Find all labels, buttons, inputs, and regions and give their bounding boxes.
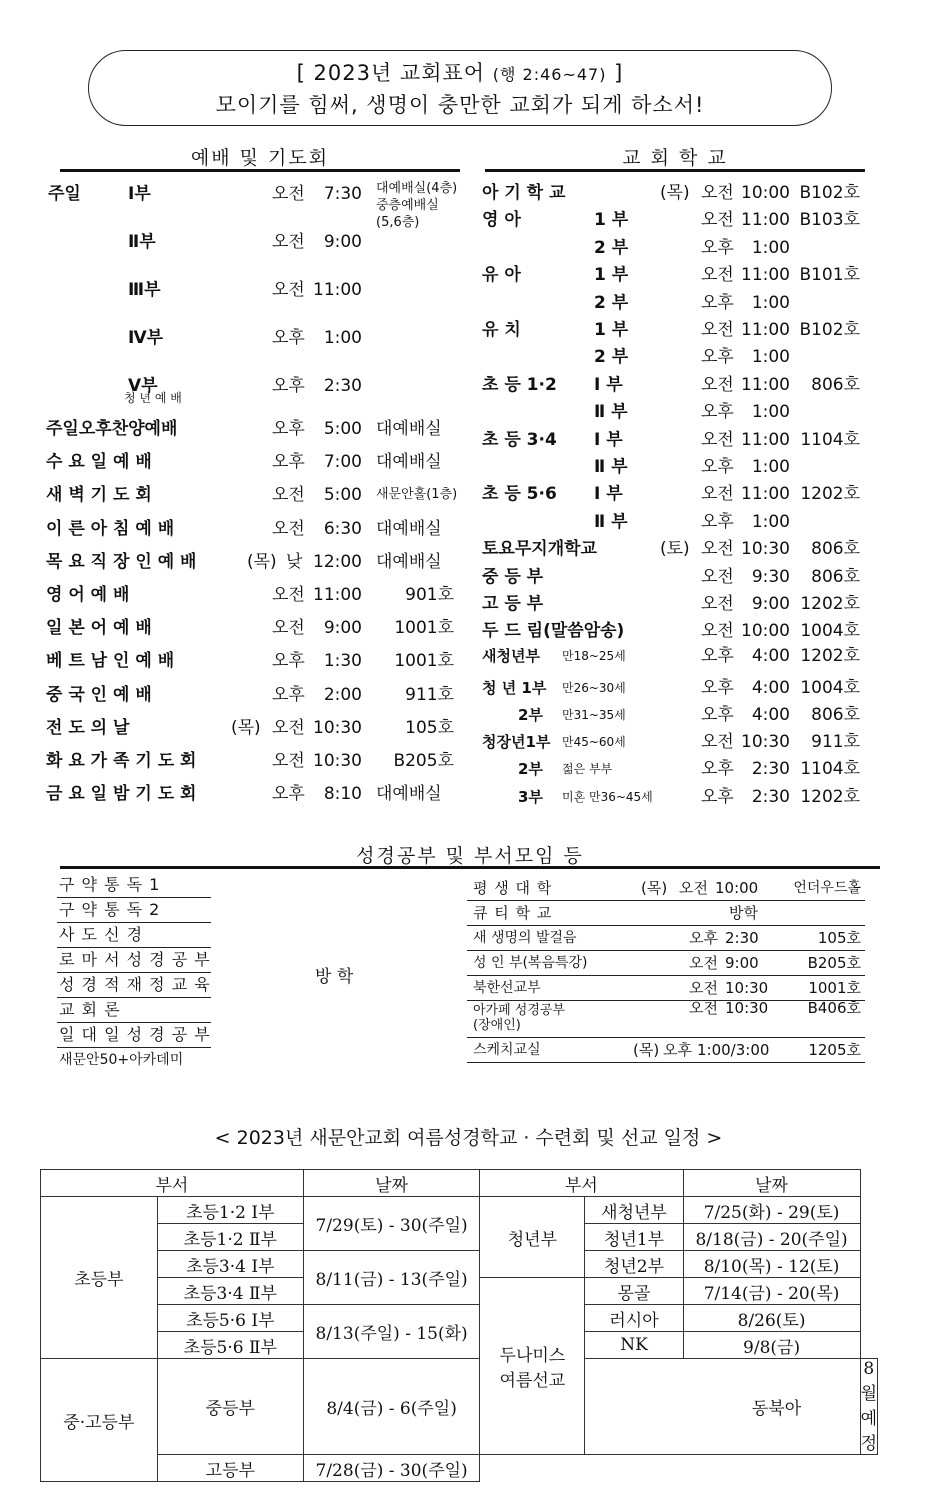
service-name: 영 어 예 배 (46, 585, 130, 605)
school-row (0, 262, 900, 288)
age: 만18~25세 (562, 649, 626, 663)
bible-rule (60, 866, 880, 869)
school-name: 유 치 (482, 320, 521, 340)
motto-banner (88, 50, 832, 126)
place: 1202호 (800, 484, 860, 505)
place: 대예배실(4층) (376, 181, 458, 196)
day: (목) (660, 183, 690, 203)
dept-cell: 고등부 (157, 1455, 303, 1482)
time: 11:00 (741, 374, 790, 395)
time: 1:00 (751, 292, 790, 313)
school-row (0, 481, 900, 507)
dept-cell: 동북아 (585, 1359, 860, 1455)
service-name: 수 요 일 예 배 (46, 452, 152, 473)
ampm: 오후 (701, 292, 734, 313)
place: B102호 (799, 320, 860, 340)
table-header-row (41, 1170, 878, 1197)
time: 11:00 (741, 320, 790, 340)
ampm: 오전 (701, 539, 734, 560)
time: 방학 (729, 904, 758, 922)
time: 1:00 (751, 237, 790, 258)
place: 1001호 (394, 618, 454, 639)
time: 5:00 (323, 419, 362, 439)
school-name: 초 등 1·2 (482, 374, 557, 395)
ampm: 오전 (689, 954, 718, 972)
school-row (0, 207, 900, 233)
place: 105호 (405, 717, 454, 738)
place: 1001호 (808, 979, 861, 997)
time: 9:00 (323, 618, 362, 639)
service-name: 베 트 남 인 예 배 (46, 651, 175, 672)
time: 7:00 (323, 452, 362, 473)
study-name: 새 생명의 발걸음 (473, 930, 577, 946)
header-dept-2: 부서 (480, 1170, 683, 1197)
table-row (41, 1197, 878, 1224)
study-name: 스케치교실 (473, 1042, 541, 1058)
dept-cell: 초등5·6 Ⅱ부 (157, 1332, 303, 1359)
dept-cell: 새청년부 (585, 1197, 683, 1224)
time: 10:30 (313, 717, 362, 738)
ampm: 오후 (701, 787, 734, 807)
ampm: 오후 (701, 646, 734, 666)
ampm: 오후 (272, 452, 305, 473)
service-name: 새 벽 기 도 회 (46, 485, 152, 506)
ampm: 오전 (272, 184, 305, 204)
note: 청 년 예 배 (124, 391, 182, 405)
ampm: 오후 (272, 376, 305, 396)
study-row (467, 876, 865, 901)
time: 4:00 (751, 646, 790, 666)
ampm: 오전 (272, 751, 305, 771)
ampm: 오후 (272, 784, 305, 805)
ampm: 오전 (272, 585, 305, 605)
place: 1202호 (800, 646, 860, 666)
youth-row (0, 729, 900, 755)
day: (목) (641, 879, 668, 897)
place: 1202호 (800, 787, 860, 807)
place: 911호 (405, 684, 454, 705)
school-name: 고 등 부 (482, 594, 544, 614)
bible-right-list (467, 876, 865, 1063)
school-name: 토요무지개학교 (482, 539, 597, 560)
place: 1202호 (800, 594, 860, 614)
time: 5:00 (323, 485, 362, 506)
worship-title: 예배 및 기도회 (190, 147, 330, 169)
youth-name: 2부 (518, 706, 543, 724)
ampm: 오전 (701, 621, 734, 642)
youth-row (0, 784, 900, 810)
sunday-label: 주일 (48, 184, 81, 204)
time: 1:00 (751, 457, 790, 477)
youth-row (0, 643, 900, 669)
time: 9:30 (751, 566, 790, 587)
youth-name: 2부 (518, 760, 543, 778)
study-item: 구 약 통 독 1 (57, 873, 211, 898)
ampm: 오전 (701, 732, 734, 752)
time: 1:00/3:00 (697, 1041, 770, 1059)
mid-group: 중·고등부 (41, 1359, 158, 1482)
ampm: 오후 (272, 328, 305, 348)
time: 8:10 (323, 784, 362, 805)
school-name: 중 등 부 (482, 566, 544, 587)
school-row (0, 290, 900, 316)
part: Ⅳ부 (128, 328, 164, 348)
study-item: 교 회 론 (57, 998, 211, 1023)
school-row (0, 454, 900, 480)
dept-cell: 초등3·4 Ⅰ부 (157, 1251, 303, 1278)
ampm: 오후 (701, 347, 734, 368)
part: Ⅱ 부 (594, 457, 628, 477)
ampm: 오전 (272, 280, 305, 300)
dept-cell: 초등1·2 Ⅱ부 (157, 1224, 303, 1251)
ampm: 오후 (701, 402, 734, 423)
ampm: 오전 (701, 183, 734, 203)
place: B406호 (807, 999, 861, 1017)
time: 9:00 (725, 954, 759, 972)
time: 9:00 (751, 594, 790, 614)
place: 901호 (405, 585, 454, 605)
place: 806호 (811, 705, 860, 725)
header-dept: 부서 (41, 1170, 304, 1197)
youth-name: 3부 (518, 788, 543, 806)
school-row (0, 317, 900, 343)
ampm: 오후 (701, 705, 734, 725)
study-name: 큐 티 학 교 (473, 904, 553, 922)
time: 2:30 (725, 929, 759, 947)
header-date-2: 날짜 (683, 1170, 860, 1197)
ampm: 오전 (272, 485, 305, 506)
table-row (41, 1251, 878, 1278)
date-cell: 8/10(목) - 12(토) (683, 1251, 860, 1278)
school-row (0, 344, 900, 370)
service-name: 중 국 인 예 배 (46, 684, 152, 705)
time: 12:00 (313, 551, 362, 572)
ampm: 오전 (701, 320, 734, 340)
school-rule (485, 169, 865, 172)
ampm: 오후 (663, 1041, 692, 1059)
date-cell: 7/28(금) - 30(주일) (303, 1455, 479, 1482)
part: 1 부 (594, 320, 629, 340)
place: 911호 (811, 732, 860, 752)
dept-cell: 러시아 (585, 1305, 683, 1332)
time: 11:00 (741, 484, 790, 505)
summer-schedule-table (40, 1169, 878, 1482)
study-name: 아가페 성경공부 (473, 1003, 566, 1018)
date-cell: 8/26(토) (683, 1305, 860, 1332)
place: 언더우드홀 (793, 880, 861, 896)
ampm: 오전 (689, 979, 718, 997)
time: 4:00 (751, 678, 790, 698)
service-name: 주일오후찬양예배 (46, 419, 178, 439)
part: 1 부 (594, 210, 629, 231)
ampm: 오전 (701, 484, 734, 505)
place: 1004호 (800, 621, 860, 642)
dept-cell: 중등부 (157, 1359, 303, 1455)
ampm: 오후 (272, 651, 305, 672)
study-name-2: (장애인) (473, 1018, 521, 1033)
place: B102호 (799, 183, 860, 203)
table-row (41, 1455, 878, 1482)
ampm: 오전 (701, 265, 734, 286)
time: 11:00 (741, 429, 790, 450)
place: 중층예배실 (376, 198, 439, 213)
part: Ⅰ부 (128, 184, 151, 204)
time: 1:00 (751, 347, 790, 368)
time: 9:00 (323, 232, 362, 252)
youth-name: 청장년1부 (482, 733, 551, 751)
bible-left-list (57, 873, 211, 1072)
study-item: 사 도 신 경 (57, 923, 211, 948)
empty-cell (480, 1455, 860, 1482)
worship-rule (60, 169, 460, 172)
time: 1:00 (751, 402, 790, 423)
part: Ⅲ부 (128, 280, 161, 300)
study-name: 평 생 대 학 (473, 879, 553, 897)
school-row (0, 399, 900, 425)
day: (토) (660, 539, 690, 560)
date-cell: 8/13(주일) - 15(화) (303, 1305, 479, 1359)
place: 1104호 (800, 429, 860, 450)
time: 1:00 (751, 511, 790, 532)
ampm: 오후 (701, 678, 734, 698)
part: Ⅰ 부 (594, 374, 623, 395)
place: 806호 (811, 374, 860, 395)
part: 2 부 (594, 237, 629, 258)
study-item: 구 약 통 독 2 (57, 898, 211, 923)
ampm: 오전 (272, 518, 305, 539)
time: 2:30 (751, 787, 790, 807)
mission-group: 두나미스 여름선교 (480, 1278, 585, 1455)
school-name: 영 아 (482, 210, 521, 231)
ampm: 오후 (689, 929, 718, 947)
ampm: 오전 (272, 717, 305, 738)
age: 만26~30세 (562, 681, 626, 695)
study-row (467, 976, 865, 1001)
place: 새문안홀(1층) (376, 487, 458, 503)
time: 10:30 (725, 999, 769, 1017)
place: 806호 (811, 566, 860, 587)
youth-row (0, 756, 900, 782)
service-name: 목 요 직 장 인 예 배 (46, 551, 197, 572)
ampm: 오전 (689, 999, 718, 1017)
place: 1104호 (800, 759, 860, 779)
study-name: 북한선교부 (473, 980, 541, 996)
place: B103호 (799, 210, 860, 231)
youth-group: 청년부 (480, 1197, 585, 1278)
place: 대예배실 (376, 452, 442, 473)
part: 2 부 (594, 292, 629, 313)
study-item: 새문안50+아카데미 (59, 1052, 184, 1068)
study-row (467, 951, 865, 976)
place: 대예배실 (376, 518, 442, 539)
dept-cell: 초등5·6 Ⅰ부 (157, 1305, 303, 1332)
study-row (467, 926, 865, 951)
service-name: 전 도 의 날 (46, 717, 130, 738)
school-row (0, 564, 900, 590)
school-name: 두 드 림(말씀암송) (482, 621, 625, 642)
study-item: 일 대 일 성 경 공 부 (57, 1023, 211, 1048)
time: 6:30 (323, 518, 362, 539)
place: B101호 (799, 265, 860, 286)
youth-row (0, 702, 900, 728)
ampm: 오후 (701, 511, 734, 532)
part: Ⅰ 부 (594, 429, 623, 450)
school-row (0, 591, 900, 617)
service-name: 금 요 일 밤 기 도 회 (46, 784, 197, 805)
bible-title: 성경공부 및 부서모임 등 (356, 845, 584, 867)
service-name: 이 른 아 침 예 배 (46, 518, 175, 539)
ampm: 오전 (272, 618, 305, 639)
time: 1:30 (323, 651, 362, 672)
place: 806호 (811, 539, 860, 560)
school-row (0, 509, 900, 535)
motto-line-1: [ 2023년 교회표어 (행 2:46~47) ] (296, 61, 624, 85)
time: 2:30 (323, 376, 362, 396)
youth-row (0, 675, 900, 701)
ampm: 오전 (701, 210, 734, 231)
vacation-label: 방 학 (315, 967, 354, 987)
place: 대예배실 (376, 784, 442, 805)
service-name: 일 본 어 예 배 (46, 618, 152, 639)
place: (5,6층) (376, 215, 420, 230)
youth-name: 청 년 1부 (482, 679, 547, 697)
table-row (41, 1359, 878, 1455)
dept-cell: NK (585, 1332, 683, 1359)
day: (목) (231, 717, 261, 738)
study-row (467, 1038, 865, 1063)
dept-cell: 청년2부 (585, 1251, 683, 1278)
place: B205호 (807, 954, 861, 972)
school-name: 아 기 학 교 (482, 183, 566, 203)
time: 2:00 (323, 684, 362, 705)
part: Ⅱ 부 (594, 511, 628, 532)
table-row (41, 1305, 878, 1332)
header-date: 날짜 (303, 1170, 479, 1197)
part: 1 부 (594, 265, 629, 286)
time: 10:30 (741, 539, 790, 560)
time: 7:30 (323, 184, 362, 204)
service-name: 화 요 가 족 기 도 회 (46, 751, 197, 771)
day: (목) (633, 1041, 660, 1059)
dept-cell: 몽골 (585, 1278, 683, 1305)
study-row (467, 1001, 865, 1038)
time: 11:00 (741, 265, 790, 286)
school-row (0, 618, 900, 644)
place: B205호 (393, 751, 454, 771)
study-row (467, 901, 865, 926)
ampm: 오전 (701, 374, 734, 395)
school-row (0, 536, 900, 562)
age: 미혼 만36~45세 (562, 790, 653, 804)
ampm: 오전 (679, 879, 708, 897)
ampm: 오전 (701, 566, 734, 587)
ampm: 오후 (701, 237, 734, 258)
age: 만45~60세 (562, 735, 626, 749)
place: 1004호 (800, 678, 860, 698)
date-cell: 8월 예정 (860, 1359, 878, 1454)
time: 10:30 (741, 732, 790, 752)
elem-group: 초등부 (41, 1197, 158, 1359)
part: Ⅱ 부 (594, 402, 628, 423)
ampm: 오후 (272, 684, 305, 705)
place: 105호 (817, 929, 861, 947)
date-cell: 9/8(금) (683, 1332, 860, 1359)
time: 10:00 (741, 183, 790, 203)
ampm: 오후 (701, 457, 734, 477)
motto-line-2: 모이기를 힘써, 생명이 충만한 교회가 되게 하소서! (215, 93, 705, 117)
study-name: 성 인 부(복음특강) (473, 955, 588, 971)
time: 10:30 (725, 979, 769, 997)
dept-cell: 초등3·4 Ⅱ부 (157, 1278, 303, 1305)
time: 2:30 (751, 759, 790, 779)
time: 11:00 (313, 280, 362, 300)
time: 10:00 (741, 621, 790, 642)
youth-name: 새청년부 (482, 647, 540, 665)
part: 2 부 (594, 347, 629, 368)
age: 만31~35세 (562, 708, 626, 722)
ampm: 오전 (701, 429, 734, 450)
study-item: 성 경 적 재 정 교 육 (57, 973, 211, 998)
ampm: 오후 (701, 759, 734, 779)
school-row (0, 235, 900, 261)
date-cell: 8/11(금) - 13(주일) (303, 1251, 479, 1305)
dept-cell: 초등1·2 Ⅰ부 (157, 1197, 303, 1224)
place: 1001호 (394, 651, 454, 672)
place: 대예배실 (376, 551, 442, 572)
day: (목) (247, 551, 277, 572)
date-cell: 7/25(화) - 29(토) (683, 1197, 860, 1224)
school-name: 초 등 5·6 (482, 484, 557, 505)
date-cell: 8/18(금) - 20(주일) (683, 1224, 860, 1251)
school-title: 교 회 학 교 (622, 147, 728, 169)
place: 대예배실 (376, 419, 442, 439)
study-item: 로 마 서 성 경 공 부 (57, 948, 211, 973)
school-row (0, 427, 900, 453)
part: Ⅴ부 (128, 376, 158, 396)
time: 1:00 (323, 328, 362, 348)
motto-reference: (행 2:46~47) (492, 65, 607, 84)
age: 젊은 부부 (562, 762, 613, 776)
part: Ⅰ 부 (594, 484, 623, 505)
school-row (0, 180, 900, 206)
time: 11:00 (741, 210, 790, 231)
summer-title: < 2023년 새문안교회 여름성경학교 · 수련회 및 선교 일정 > (214, 1127, 723, 1149)
date-cell: 7/29(토) - 30(주일) (303, 1197, 479, 1251)
time: 4:00 (751, 705, 790, 725)
place: 1205호 (808, 1041, 861, 1059)
ampm: 오후 (272, 419, 305, 439)
school-name: 초 등 3·4 (482, 429, 557, 450)
school-name: 유 아 (482, 265, 521, 286)
time: 10:30 (313, 751, 362, 771)
ampm: 낮 (286, 551, 303, 572)
dept-cell: 청년1부 (585, 1224, 683, 1251)
part: Ⅱ부 (128, 232, 156, 252)
ampm: 오전 (701, 594, 734, 614)
ampm: 오전 (272, 232, 305, 252)
time: 10:00 (715, 879, 759, 897)
school-row (0, 372, 900, 398)
date-cell: 8/4(금) - 6(주일) (303, 1359, 479, 1455)
date-cell: 7/14(금) - 20(목) (683, 1278, 860, 1305)
time: 11:00 (313, 585, 362, 605)
